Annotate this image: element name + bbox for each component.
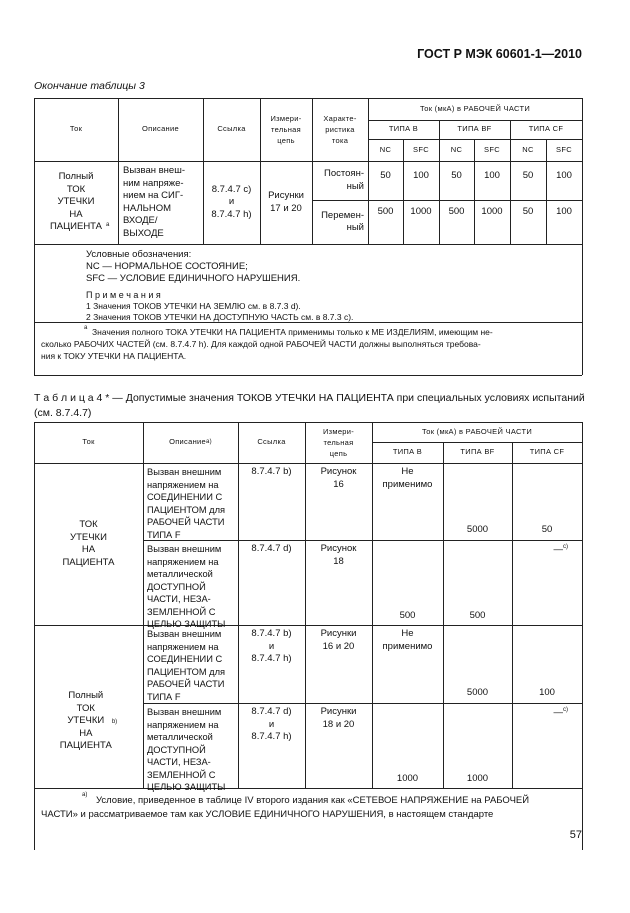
t3-header-description: Описание: [142, 124, 179, 134]
t4-g1r1-type-b: Не применимо: [382, 466, 433, 490]
t3-value: 100: [484, 169, 500, 181]
t3-header-reference: Ссылка: [217, 124, 246, 134]
t4-g1r1-reference: 8.7.4.7 b): [251, 466, 292, 477]
t3-row-circuit: Рисунки 17 и 20: [268, 190, 304, 214]
t4-header-current: Ток: [82, 437, 95, 447]
t3-row-description: Вызван внеш- ним напряже- нием на СИГ- НАЛЬНОМ ВХОДЕ/ ВЫХОДЕ: [123, 165, 185, 239]
t3-header-current: Ток: [69, 124, 83, 134]
t3-char-dc: Постоян- ный: [324, 168, 364, 192]
t4-header-type-b: ТИПА В: [392, 447, 423, 457]
t4-g1r2-type-b: 500: [399, 610, 416, 621]
t4-g1r2-description: Вызван внешним напряжением на металлической ДОСТУПНОЙ ЧАСТИ, НЕЗА- ЗЕМЛЕННОЙ С ЦЕЛЬЮ ЗАЩИТЫ: [147, 544, 226, 629]
t3-value: 500: [377, 205, 394, 217]
t3-row-reference: 8.7.4.7 c) и 8.7.4.7 h): [211, 183, 252, 220]
t4-g2r2-type-cf: —$^{c)}$: [553, 707, 568, 719]
t3-row-current: Полный ТОК УТЕЧКИ НА ПАЦИЕНТА $_a$: [49, 171, 110, 233]
t4-g2r2-circuit: Рисунки 18 и 20: [320, 706, 357, 730]
t3-footnote-mark: a: [84, 325, 88, 331]
t4-g2r1-description: Вызван внешним напряжением на СОЕДИНЕНИИ С ПАЦИЕНТОМ для РАБОЧЕЙ ЧАСТИ ТИПА F: [147, 629, 226, 702]
t3-value: 500: [448, 205, 465, 217]
t4-header-group: Ток (мкА) в РАБОЧЕЙ ЧАСТИ: [421, 426, 533, 436]
t3-header-nc: NC: [450, 144, 463, 154]
t3-footnote: Значения полного ТОКА УТЕЧКИ НА ПАЦИЕНТА применимы только к МЕ ИЗДЕЛИЯМ, имеющим не- сколько РАБОЧИХ ЧАСТЕЙ (см. 8.7.4.7 h). Для каждой одной РАБОЧЕЙ ЧАСТИ должны выполняться требова- ния к ТОКУ УТЕЧКИ НА ПАЦИЕНТА.: [41, 327, 493, 361]
t3-value: 1000: [410, 205, 432, 217]
page-number: 57: [569, 829, 582, 841]
t3-char-ac: Перемен- ный: [321, 209, 364, 233]
t3-note-1: 1 Значения ТОКОВ УТЕЧКИ НА ЗЕМЛЮ см. в 8.7.3 d).: [86, 301, 301, 311]
t3-legend-nc: NC — НОРМАЛЬНОЕ СОСТОЯНИЕ;: [86, 261, 248, 272]
t4-g2r2-type-b: 1000: [396, 773, 419, 784]
table3-caption: Окончание таблицы 3: [34, 80, 145, 92]
t4-g1r1-circuit: Рисунок 16: [320, 466, 357, 490]
t4-g2r2-type-bf: 1000: [466, 773, 489, 784]
t4-header-reference: Ссылка: [257, 437, 286, 447]
t3-legend-title: Условные обозначения:: [86, 249, 192, 260]
t4-header-circuit: Измери- тельная цепь: [322, 427, 355, 458]
document-code: ГОСТ Р МЭК 60601-1—2010: [417, 47, 582, 61]
t4-g2r1-reference: 8.7.4.7 b) и 8.7.4.7 h): [251, 628, 292, 664]
t4-g2r1-type-b: Не применимо: [382, 628, 433, 652]
t3-value: 100: [556, 169, 572, 181]
t3-header-characteristic: Характе- ристика тока: [323, 114, 357, 145]
t4-g1r1-type-bf: 5000: [466, 524, 489, 535]
t3-header-nc: NC: [522, 144, 534, 154]
t3-header-nc: NC: [379, 144, 392, 154]
t4-g1r2-reference: 8.7.4.7 d): [251, 543, 292, 554]
t3-header-type-b: ТИПА В: [388, 124, 419, 134]
t4-g2r2-reference: 8.7.4.7 d) и 8.7.4.7 h): [251, 706, 292, 742]
t3-header-sfc: SFC: [413, 144, 429, 154]
t4-g1r2-type-bf: 500: [469, 610, 486, 621]
t4-footnote-mark: a): [82, 792, 88, 798]
t4-header-description: Описание a): [169, 437, 212, 447]
t4-header-type-bf: ТИПА BF: [460, 447, 495, 457]
t3-value: 1000: [481, 205, 503, 217]
t3-legend-sfc: SFC — УСЛОВИЕ ЕДИНИЧНОГО НАРУШЕНИЯ.: [86, 273, 301, 284]
t4-group2-current: Полный ТОК УТЕЧКИ НА ПАЦИЕНТА b): [59, 690, 118, 752]
table4-caption: Т а б л и ц а 4 * — Допустимые значения ТОКОВ УТЕЧКИ НА ПАЦИЕНТА при специальных условиях испытаний (см. 8.7.4.7): [34, 392, 585, 419]
t4-g2r1-type-cf: 100: [539, 687, 555, 698]
t3-value: 100: [413, 169, 429, 181]
t4-g1r2-type-cf: —$^{c)}$: [553, 544, 568, 556]
t3-header-circuit: Измери- тельная цепь: [270, 114, 302, 145]
t4-g1r1-type-cf: 50: [541, 524, 553, 535]
t4-footnote: Условие, приведенное в таблице IV второго издания как «СЕТЕВОЕ НАПРЯЖЕНИЕ на РАБОЧЕЙ ЧАСТИ» и рассматриваемое там как УСЛОВИЕ ЕДИНИЧНОГО НАРУШЕНИЯ, в настоящем стандарте: [41, 795, 530, 820]
t3-header-group: Ток (мкА) в РАБОЧЕЙ ЧАСТИ: [419, 103, 531, 113]
t3-value: 100: [556, 205, 572, 217]
t4-header-type-cf: ТИПА CF: [529, 447, 565, 457]
t3-value: 50: [380, 169, 391, 181]
t3-header-type-cf: ТИПА CF: [528, 124, 564, 134]
t3-header-sfc: SFC: [484, 144, 500, 154]
t3-header-sfc: SFC: [556, 144, 572, 154]
t4-g1r1-description: Вызван внешним напряжением на СОЕДИНЕНИИ С ПАЦИЕНТОМ для РАБОЧЕЙ ЧАСТИ ТИПА F: [147, 467, 226, 540]
t3-header-type-bf: ТИПА BF: [457, 124, 492, 134]
t3-value: 50: [451, 169, 462, 181]
t4-g2r2-description: Вызван внешним напряжением на металлической ДОСТУПНОЙ ЧАСТИ, НЕЗА- ЗЕМЛЕННОЙ С ЦЕЛЬЮ ЗАЩИТЫ: [147, 707, 226, 792]
t4-g2r1-circuit: Рисунки 16 и 20: [320, 628, 357, 652]
t3-value: 50: [522, 205, 534, 217]
t4-g2r1-type-bf: 5000: [466, 687, 489, 698]
t3-notes-title: П р и м е ч а н и я: [86, 290, 161, 300]
t4-g1r2-circuit: Рисунок 18: [320, 543, 357, 567]
t3-value: 50: [522, 169, 534, 181]
t3-note-2: 2 Значения ТОКОВ УТЕЧКИ НА ДОСТУПНУЮ ЧАСТЬ см. в 8.7.3 c).: [86, 312, 354, 322]
t4-group1-current: ТОК УТЕЧКИ НА ПАЦИЕНТА: [62, 519, 115, 568]
